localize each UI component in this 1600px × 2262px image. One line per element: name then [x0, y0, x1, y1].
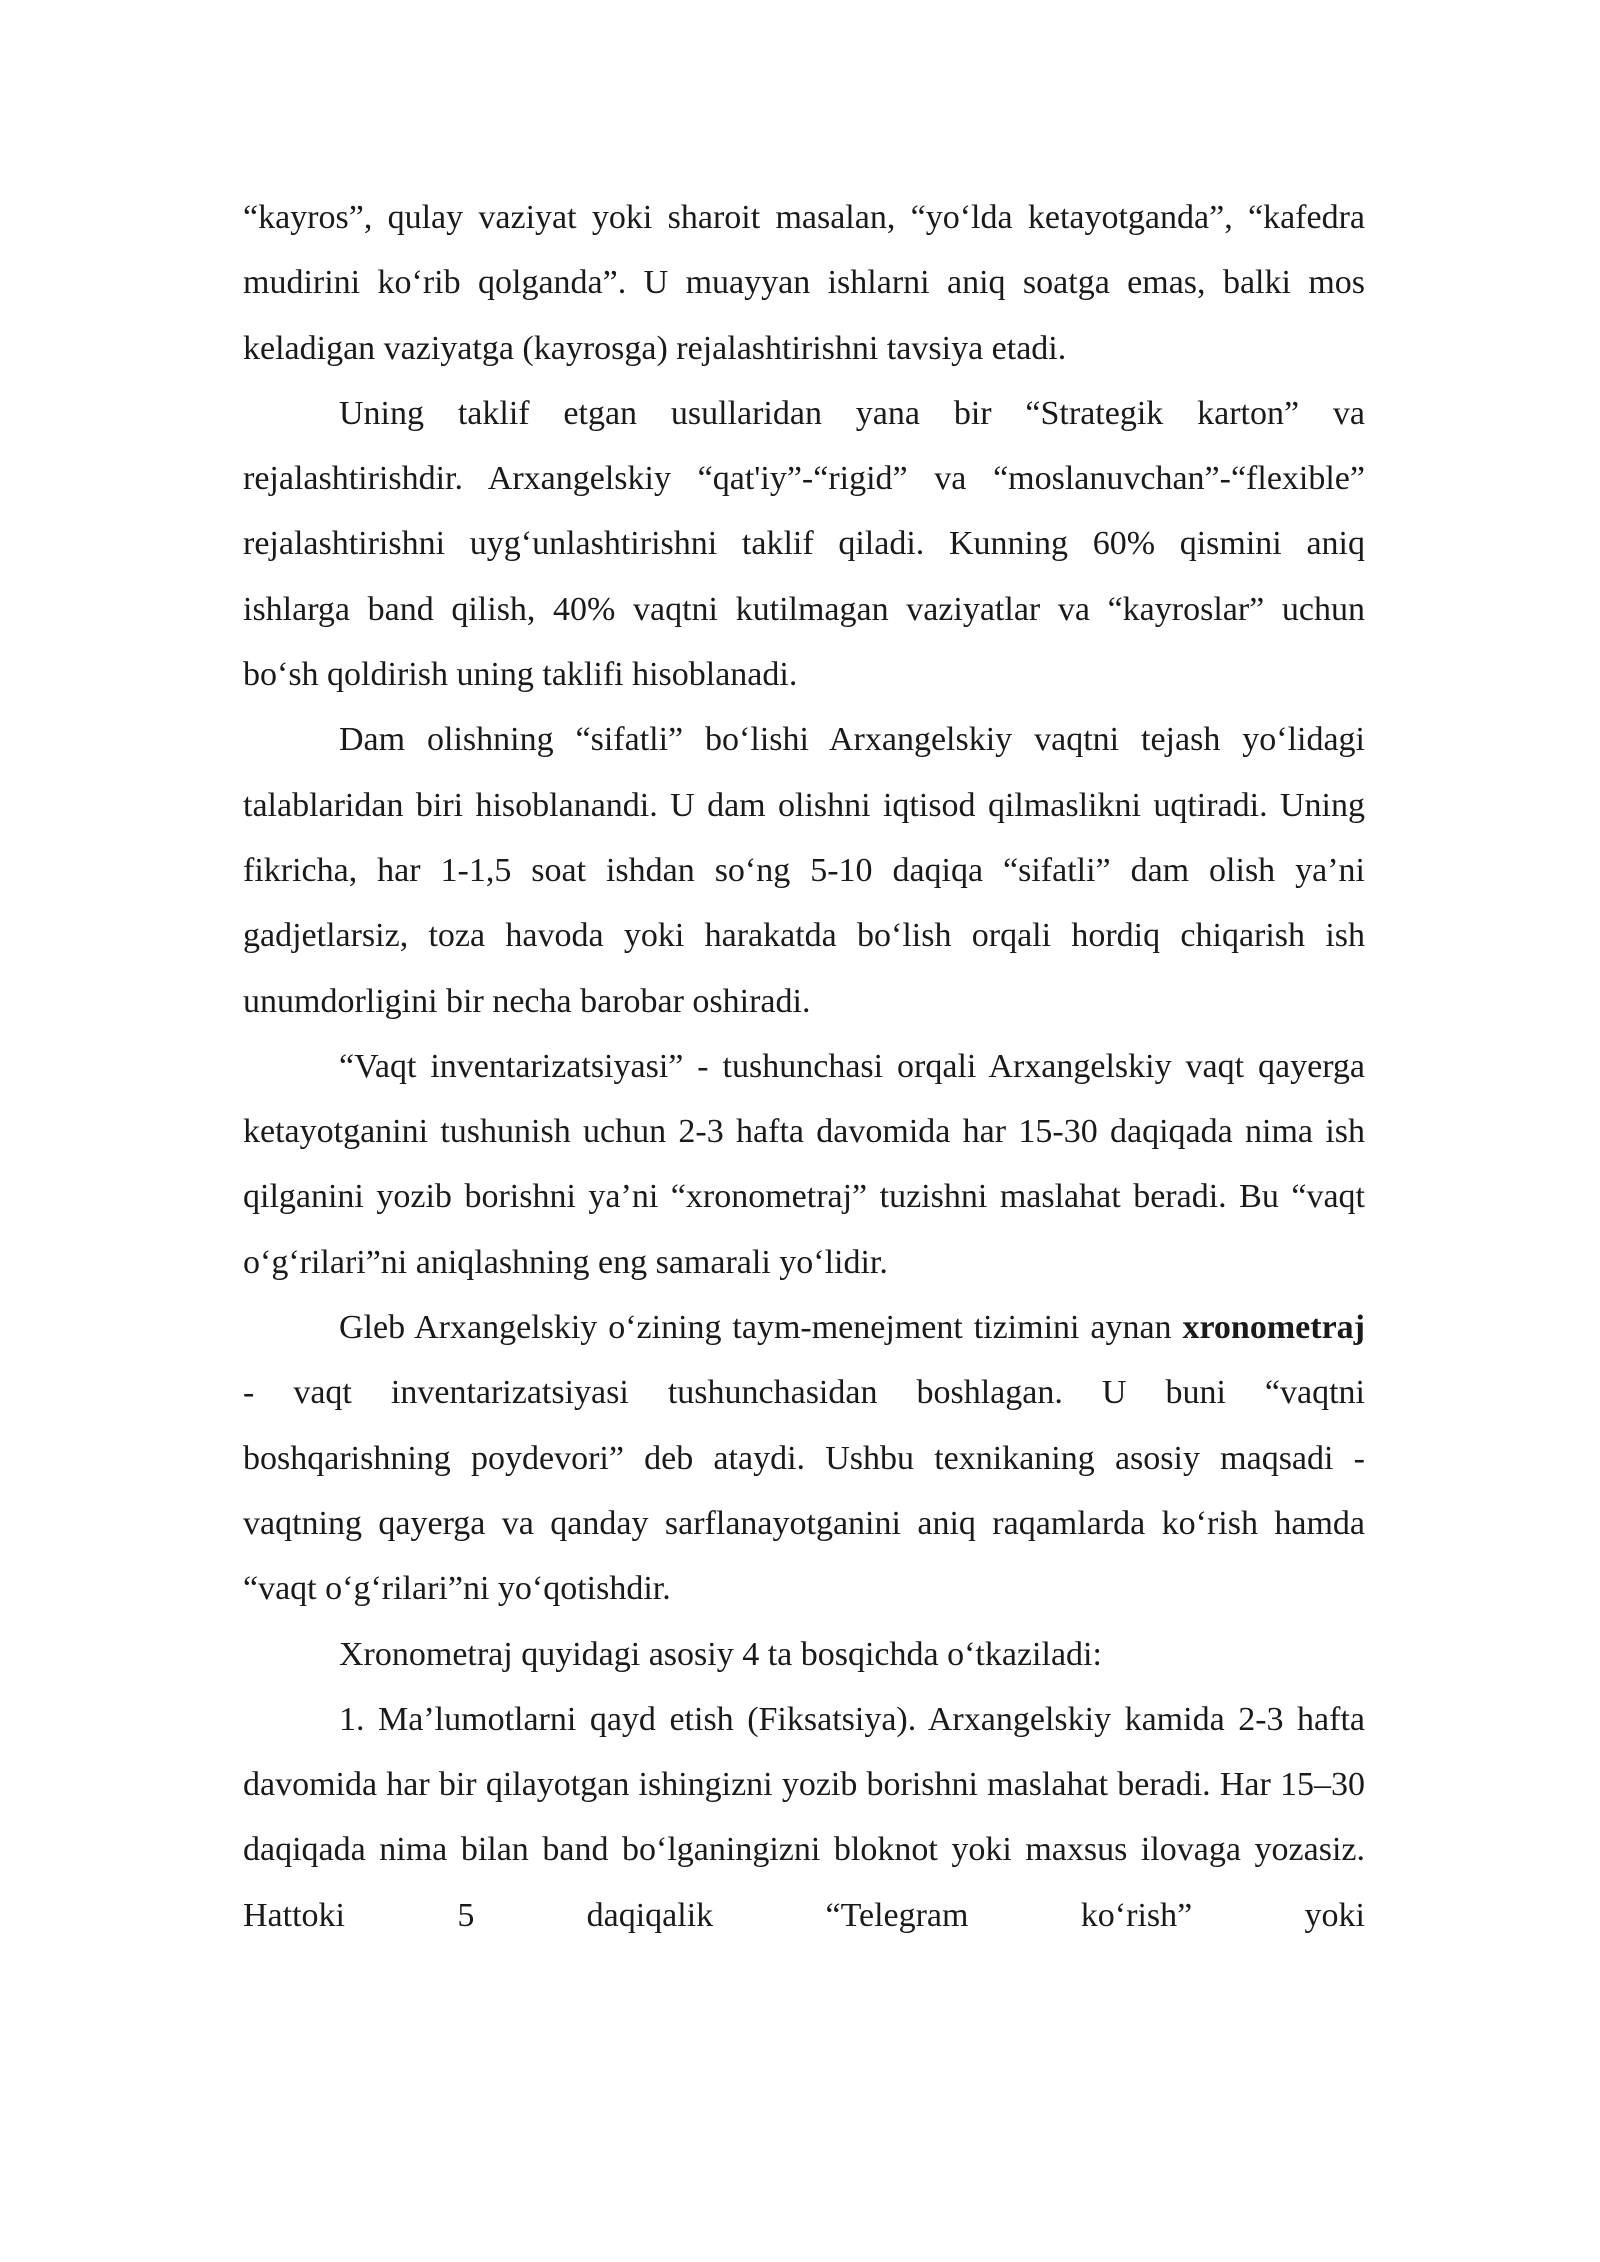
paragraph-strategik-karton: Uning taklif etgan usullaridan yana bir “Strategik karton” va rejalashtirishdir. Arxangelskiy “qat'iy”-“rigid” va “moslanuvchan”-“flexible” rejalashtirishni uyg‘unlashtirishni taklif qiladi. Kunning 60% qismini aniq ishlarga band qilish, 40% vaqtni kutilmagan vaziyatlar va “kayroslar” uchun bo‘sh qoldirish uning taklifi hisoblanadi. [243, 394, 1365, 694]
paragraph-text-before-bold: Gleb Arxangelskiy o‘zining taym-menejment tizimini aynan [339, 1309, 1183, 1347]
paragraph-text-after-bold: - vaqt inventarizatsiyasi tushunchasidan boshlagan. U buni “vaqtni boshqarishning poydevori” deb ataydi. Ushbu texnikaning asosiy maqsadi - vaqtning qayerga va qanday sarflanayotganini aniq raqamlarda ko‘rish hamda “vaqt o‘g‘rilari”ni yo‘qotishdir. [243, 1374, 1365, 1608]
paragraph-step-1: 1. Ma’lumotlarni qayd etish (Fiksatsiya). Arxangelskiy kamida 2-3 hafta davomida har bir qilayotgan ishingizni yozib borishni maslahat beradi. Har 15–30 daqiqada nima bilan band bo‘lganingizni bloknot yoki maxsus ilovaga yozasiz. Hattoki 5 daqiqalik “Telegram ko‘rish” yoki [243, 1700, 1365, 1934]
paragraph-kayros: “kayros”, qulay vaziyat yoki sharoit masalan, “yo‘lda ketayotganda”, “kafedra mudirini ko‘rib qolganda”. U muayyan ishlarni aniq soatga emas, balki mos keladigan vaziyatga (kayrosga) rejalashtirishni tavsiya etadi. [243, 199, 1365, 367]
paragraph-bosqichlar: Xronometraj quyidagi asosiy 4 ta bosqichda o‘tkaziladi: [339, 1635, 1102, 1673]
document-page [243, 185, 1365, 1948]
bold-term-xronometraj: xronometraj [1182, 1309, 1365, 1347]
paragraph-xronometraj-intro [243, 1295, 1365, 1621]
paragraph-vaqt-inventarizatsiyasi: “Vaqt inventarizatsiyasi” - tushunchasi orqali Arxangelskiy vaqt qayerga ketayotganini tushunish uchun 2-3 hafta davomida har 15-30 daqiqada nima ish qilganini yozib borishni ya’ni “xronometraj” tuzishni maslahat beradi. Bu “vaqt o‘g‘rilari”ni aniqlashning eng samarali yo‘lidir. [243, 1047, 1365, 1281]
paragraph-dam-olish: Dam olishning “sifatli” bo‘lishi Arxangelskiy vaqtni tejash yo‘lidagi talablaridan biri hisoblanandi. U dam olishni iqtisod qilmaslikni uqtiradi. Uning fikricha, har 1-1,5 soat ishdan so‘ng 5-10 daqiqa “sifatli” dam olish ya’ni gadjetlarsiz, toza havoda yoki harakatda bo‘lish orqali hordiq chiqarish ish unumdorligini bir necha barobar oshiradi. [243, 721, 1365, 1020]
